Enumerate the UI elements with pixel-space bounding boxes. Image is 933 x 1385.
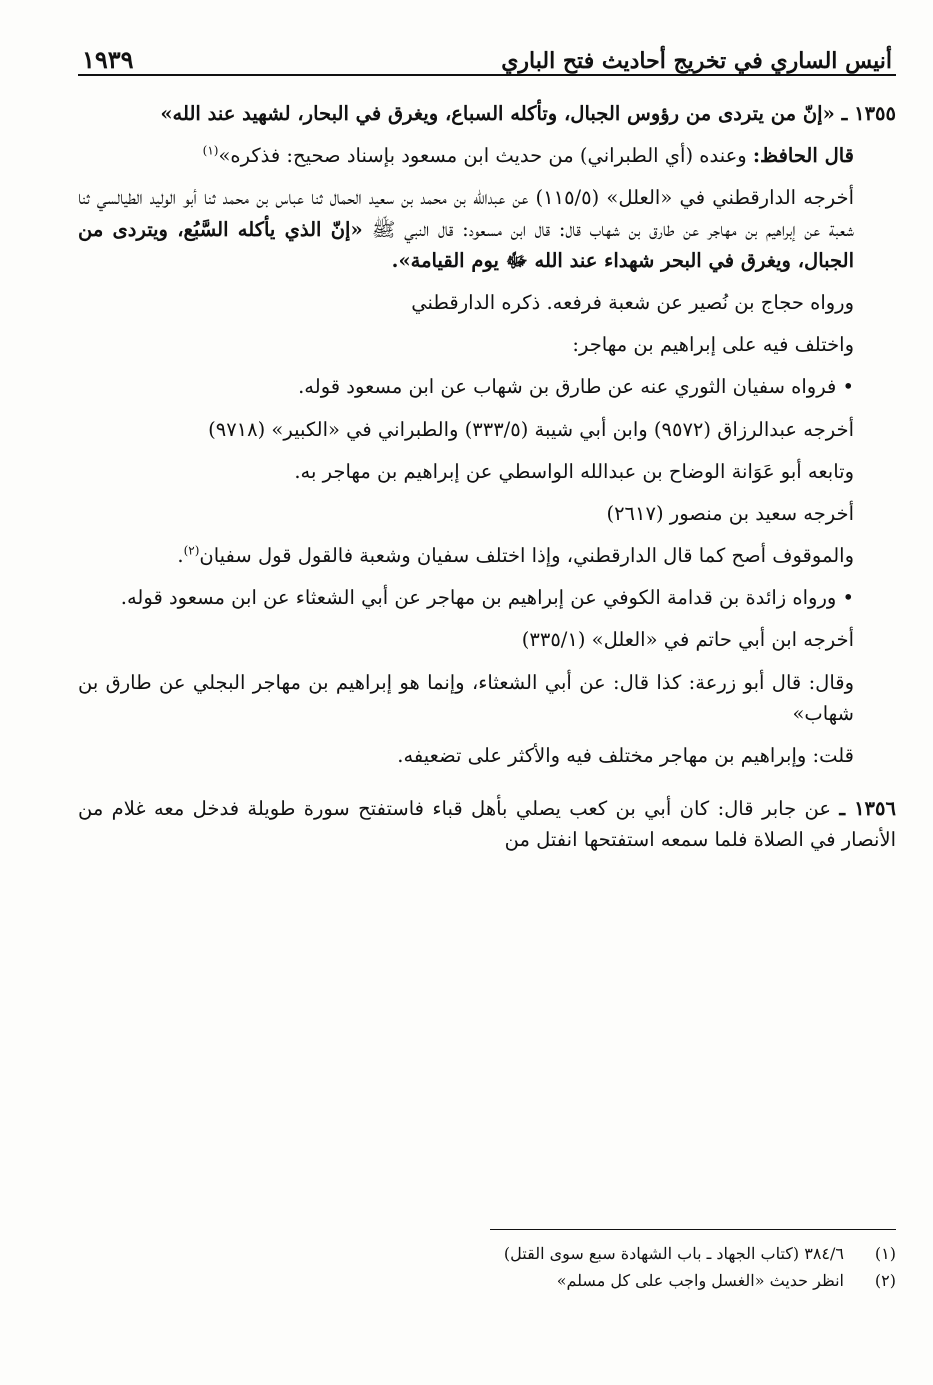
paragraph-text: وعنده (أي الطبراني) من حديث ابن مسعود بإسناد صحيح: فذكره» <box>218 144 753 168</box>
footnote <box>96 1267 896 1294</box>
paragraph: أخرجه ابن أبي حاتم في «العلل» (٣٣٥/١) <box>521 628 854 652</box>
paragraph-end: . <box>177 544 184 568</box>
footnote-number: (١) <box>874 1244 896 1263</box>
paragraph: قلت: وإبراهيم بن مهاجر مختلف فيه والأكثر على تضعيفه. <box>397 744 854 767</box>
paragraph: أخرجه سعيد بن منصور (٢٦١٧) <box>606 501 854 525</box>
paragraph <box>78 182 896 276</box>
page-number: ١٩٣٩ <box>82 45 134 74</box>
footnote-ref[interactable]: (٢) <box>183 543 200 558</box>
footnote <box>96 1240 896 1267</box>
running-title: أنيس الساري في تخريج أحاديث فتح الباري <box>501 48 892 74</box>
hadith-text: «إنّ من يتردى من رؤوس الجبال، وتأكله السباع، ويغرق في البحار، لشهيد عند الله» <box>160 102 835 125</box>
bullet-item: • ورواه زائدة بن قدامة الكوفي عن إبراهيم بن مهاجر عن أبي الشعثاء عن ابن مسعود قوله. <box>78 582 896 613</box>
paragraph: ورواه حجاج بن نُصير عن شعبة فرفعه. ذكره الدارقطني <box>411 290 854 314</box>
running-header <box>78 30 896 76</box>
footnote-ref[interactable]: (١) <box>202 143 219 158</box>
footnotes <box>96 1240 896 1294</box>
hadith-number: ١٣٥٥ ـ <box>841 102 896 125</box>
page <box>78 30 896 856</box>
footnote-divider <box>490 1229 896 1230</box>
footnote-text: ٣٨٤/٦ (كتاب الجهاد ـ باب الشهادة سبع سوى القتل) <box>503 1244 844 1263</box>
paragraph: أخرجه عبدالرزاق (٩٥٧٢) وابن أبي شيبة (٣٣٣/٥) والطبراني في «الكبير» (٩٧١٨) <box>208 417 854 441</box>
paragraph: وتابعه أبو عَوَانة الوضاح بن عبدالله الواسطي عن إبراهيم بن مهاجر به. <box>294 459 854 483</box>
quoted-hadith: «إنّ الذي يأكله السَّبُع، ويتردى من الجبال، ويغرق في البحر شهداء عند الله ﷻ يوم القيامة». <box>78 217 854 272</box>
paragraph: واختلف فيه على إبراهيم بن مهاجر: <box>572 333 854 357</box>
main-text <box>78 98 896 856</box>
speaker-label: قال الحافظ: <box>752 144 854 168</box>
hadith-text: عن جابر قال: كان أبي بن كعب يصلي بأهل قباء فاستفتح سورة طويلة فدخل معه غلام من الأنصار في الصلاة فلما سمعه استفتحها انفتل من <box>78 797 896 852</box>
paragraph <box>78 540 896 571</box>
paragraph: وقال: قال أبو زرعة: كذا قال: عن أبي الشعثاء، وإنما هو إبراهيم بن مهاجر البجلي عن طارق بن شهاب» <box>78 670 854 725</box>
footnote-number: (٢) <box>874 1271 896 1291</box>
hadith-number: ١٣٥٦ ـ <box>839 797 896 821</box>
paragraph <box>78 140 896 171</box>
hadith-1356 <box>78 793 896 855</box>
paragraph-text: والموقوف أصح كما قال الدارقطني، وإذا اختلف سفيان وشعبة فالقول قول سفيان <box>199 544 854 568</box>
paragraph-text: أخرجه الدارقطني في «العلل» (١١٥/٥) عن عبدالله بن محمد بن سعيد الحمال ثنا عباس بن محمد ثنا أبو الوليد الطيالسي ثنا شعبة عن إبراهيم بن مهاجر عن طارق بن شهاب قال: قال ابن مسعود: قال النبي ﷺ <box>78 186 855 241</box>
footnote-text: انظر حديث «الغسل واجب على كل مسلم» <box>556 1271 844 1291</box>
bullet-item: • فرواه سفيان الثوري عنه عن طارق بن شهاب عن ابن مسعود قوله. <box>78 371 896 402</box>
hadith-1355 <box>78 98 896 129</box>
